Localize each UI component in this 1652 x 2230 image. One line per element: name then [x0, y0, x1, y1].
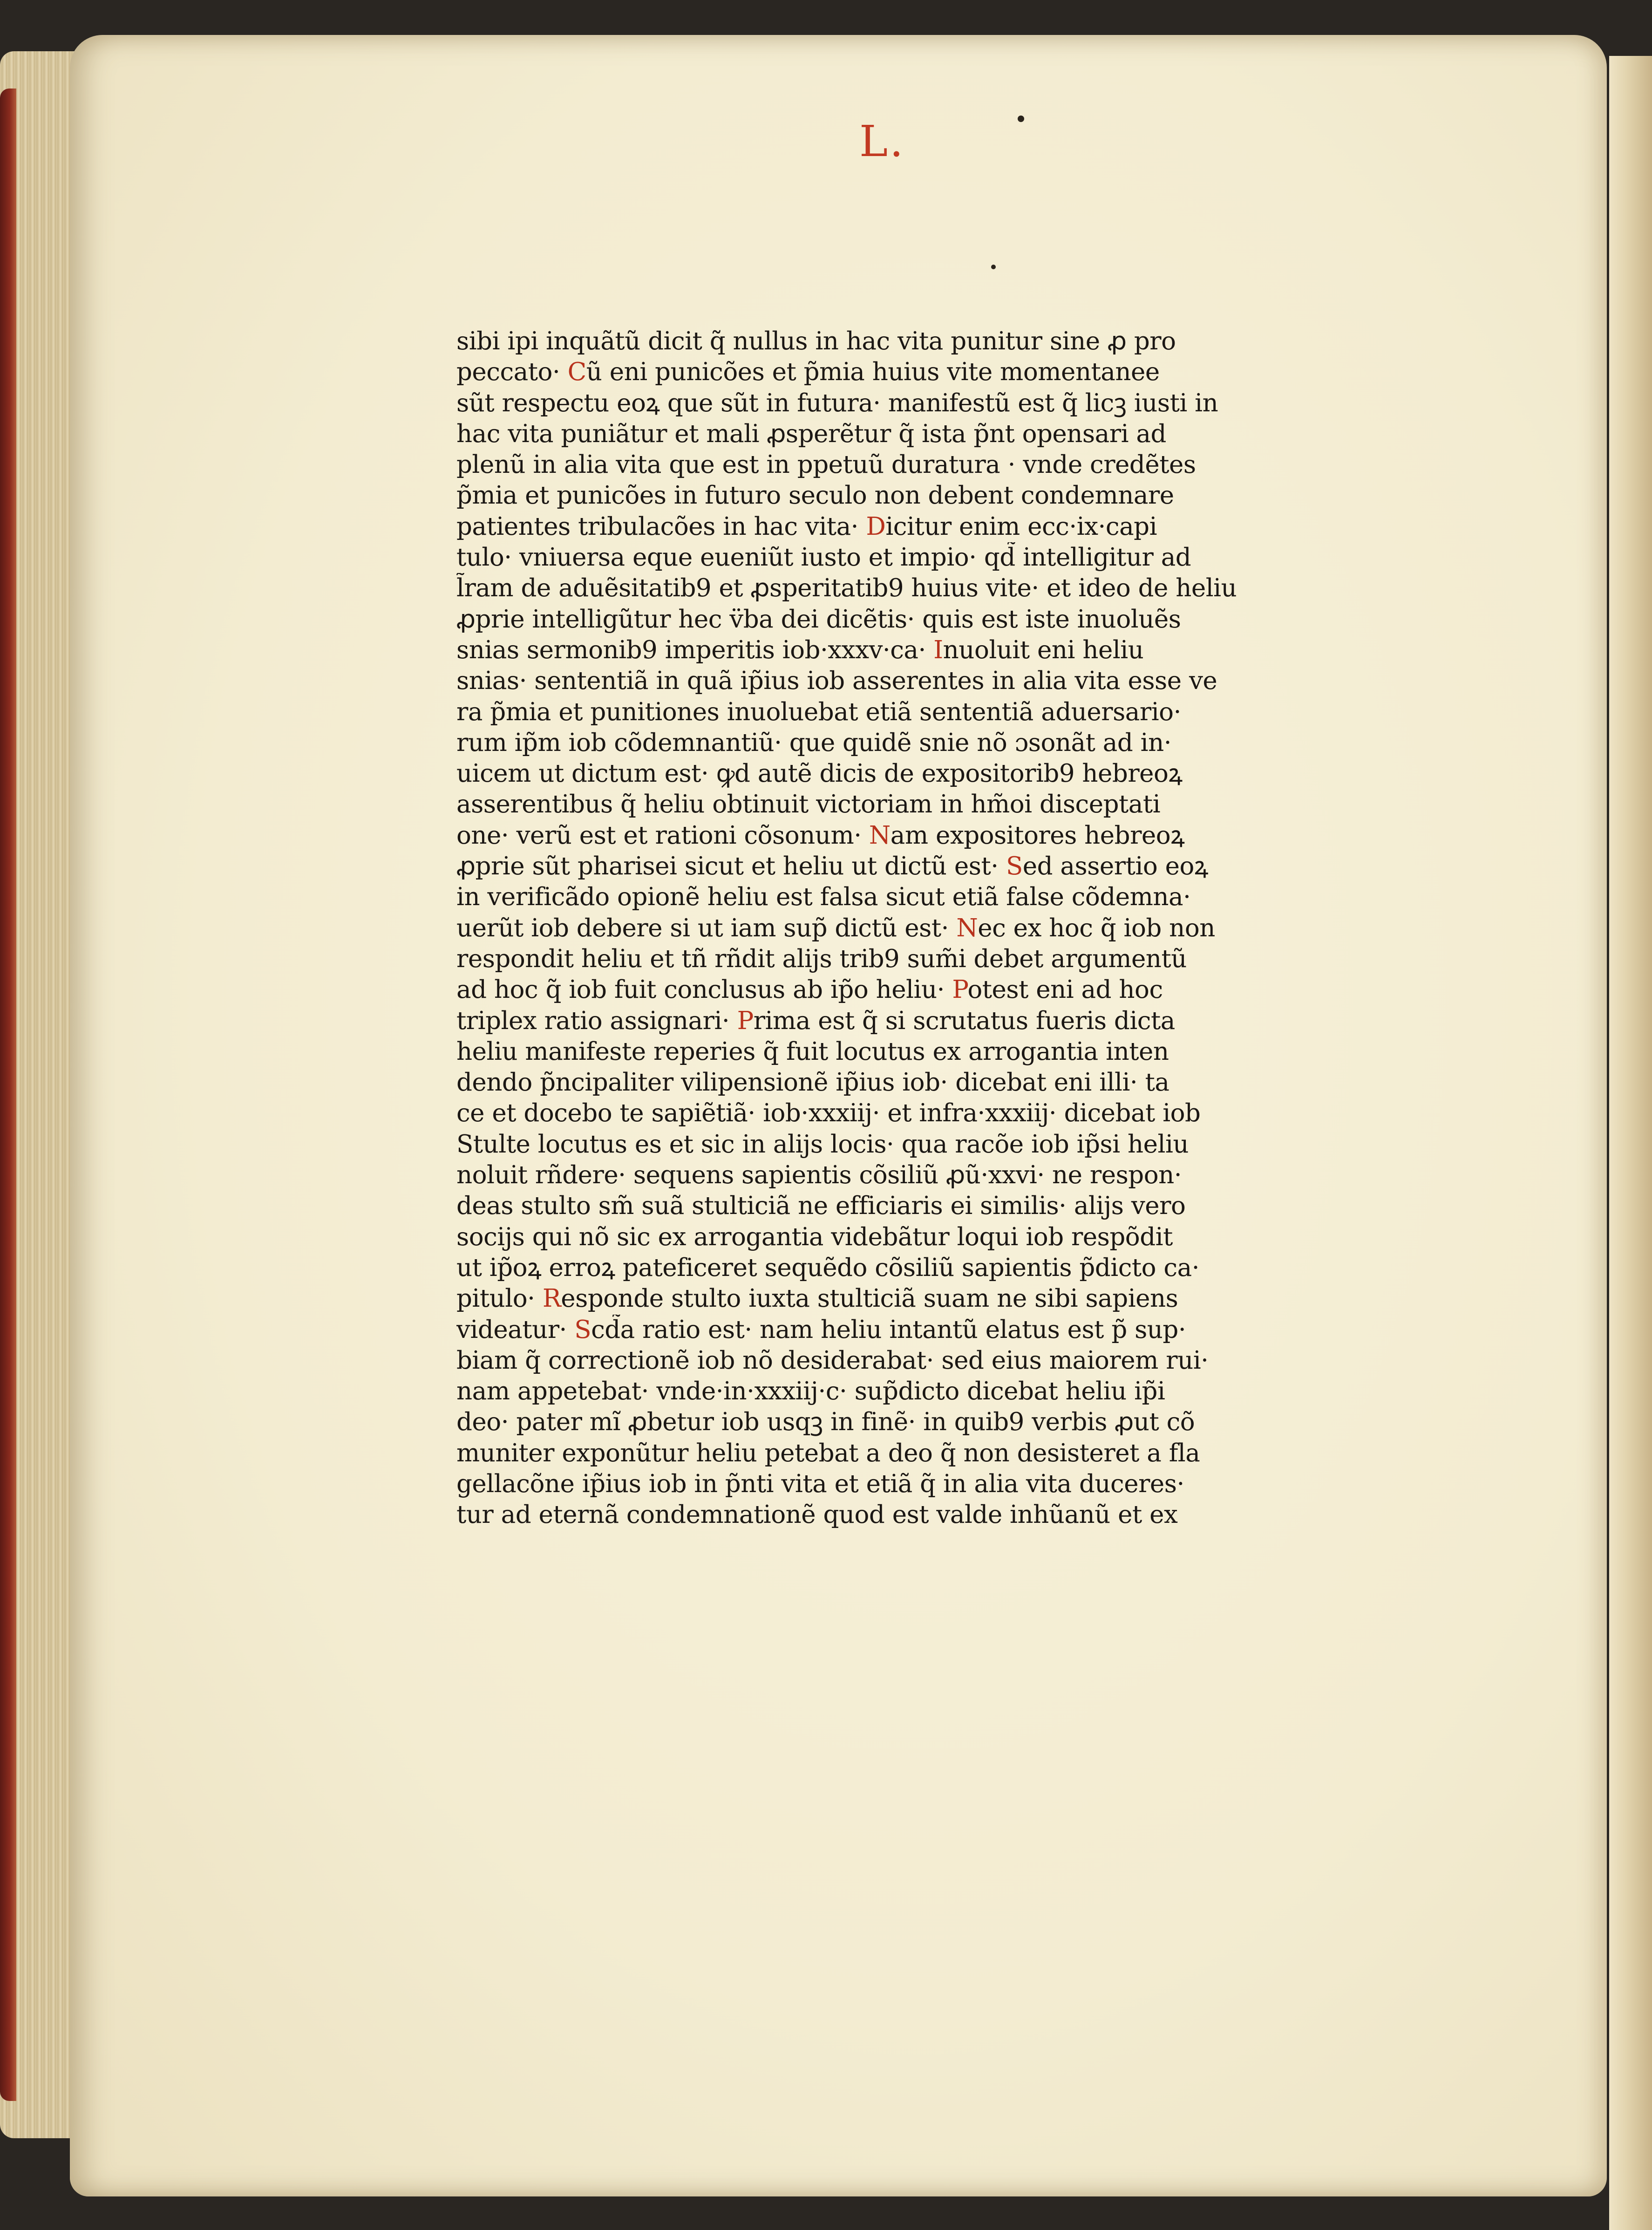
- text-line: nam appetebat· vnde·in·xxxiij·c· sup̃dicto dicebat heliu ip̃i: [456, 1377, 1165, 1406]
- text-line: l̃ram de aduẽsitatib9 et ꝓsperitatib9 huius vite· et ideo de heliu: [456, 574, 1237, 603]
- rubricated-initial: S: [574, 1315, 591, 1344]
- text-line: asserentibus q̃ heliu obtinuit victoriam in hm̃oi disceptati: [456, 790, 1161, 819]
- text-line: ra p̃mia et punitiones inuoluebat etiã sententiã aduersario·: [456, 697, 1181, 726]
- text-line: dendo p̃ncipaliter vilipensionẽ ip̃ius iob· dicebat eni illi· ta: [456, 1068, 1169, 1097]
- rubricated-initial: R: [542, 1284, 561, 1313]
- text-line: tur ad eternã condemnationẽ quod est valde inhũanũ et ex: [456, 1500, 1178, 1529]
- text-line: [456, 820, 1332, 851]
- text-block: [456, 326, 1332, 1531]
- text-line: snias· sententiã in quã ip̃ius iob asserentes in alia vita esse ve: [456, 667, 1217, 696]
- text-segment: patientes tribulacões in hac vita·: [456, 512, 866, 541]
- text-line: plenũ in alia vita que est in ppetuũ duratura · vnde credẽtes: [456, 450, 1196, 479]
- text-line: Stulte locutus es et sic in alijs locis· qua racõe iob ip̃si heliu: [456, 1130, 1189, 1159]
- text-line: respondit heliu et tñ rñdit alijs trib9 sum̃i debet argumentũ: [456, 944, 1187, 973]
- rubricated-initial: N: [956, 914, 978, 942]
- text-segment: ec ex hoc q̃ iob non: [978, 914, 1215, 942]
- text-segment: snias sermonib9 imperitis iob·xxxv·ca·: [456, 635, 934, 664]
- text-line: [456, 1283, 1332, 1314]
- text-line: ꝓprie intelligũtur hec v̈ba dei dicẽtis· quis est iste inuoluẽs: [456, 605, 1181, 634]
- text-line: socijs qui nõ sic ex arrogantia videbãtur loqui iob respõdit: [456, 1222, 1173, 1251]
- text-segment: nuoluit eni heliu: [943, 635, 1144, 664]
- text-line: [456, 357, 1332, 388]
- text-line: [456, 975, 1332, 1005]
- text-segment: icitur enim ecc·ix·capi: [885, 512, 1157, 541]
- text-segment: pitulo·: [456, 1284, 543, 1313]
- text-line: uicem ut dictum est· ꝙd autẽ dicis de expositorib9 hebreoꝝ: [456, 759, 1183, 788]
- rubricated-initial: I: [933, 635, 943, 664]
- ink-dot: [1018, 116, 1024, 122]
- rubricated-initial: C: [567, 358, 586, 387]
- rubricated-initial: D: [866, 512, 886, 541]
- red-edge-band: [0, 89, 16, 2101]
- text-segment: ad hoc q̃ iob fuit conclusus ab ip̃o heliu·: [456, 975, 952, 1004]
- text-segment: one· verũ est et rationi cõsonum·: [456, 821, 869, 850]
- rubricated-initial: S: [1006, 852, 1023, 881]
- text-line: gellacõne ip̃ius iob in p̃nti vita et etiã q̃ in alia vita duceres·: [456, 1469, 1184, 1498]
- text-line: p̃mia et punicões in futuro seculo non debent condemnare: [456, 481, 1174, 510]
- ink-dot: [991, 265, 996, 269]
- text-segment: peccato·: [456, 358, 568, 387]
- text-line: biam q̃ correctionẽ iob nõ desiderabat· sed eius maiorem rui·: [456, 1346, 1209, 1375]
- text-segment: am expositores hebreoꝝ: [890, 821, 1185, 850]
- text-segment: cd̃a ratio est· nam heliu intantũ elatus est p̃ sup·: [591, 1315, 1186, 1344]
- rubricated-initial: P: [737, 1006, 754, 1035]
- text-line: ut ip̃oꝝ erroꝝ pateficeret sequẽdo cõsiliũ sapientis p̃dicto ca·: [456, 1253, 1200, 1282]
- text-segment: ed assertio eoꝝ: [1022, 852, 1209, 881]
- text-line: sũt respectu eoꝝ que sũt in futura· manifestũ est q̃ licꝫ iusti in: [456, 389, 1218, 417]
- text-line: tulo· vniuersa eque eueniũt iusto et impio· qd̃ intelligitur ad: [456, 543, 1191, 572]
- text-line: [456, 635, 1332, 666]
- text-line: [456, 1315, 1332, 1345]
- rubricated-initial: P: [952, 975, 968, 1004]
- text-line: muniter exponũtur heliu petebat a deo q̃ non desisteret a fla: [456, 1439, 1200, 1467]
- text-line: deas stulto sm̃ suã stulticiã ne efficiaris ei similis· alijs vero: [456, 1192, 1186, 1221]
- text-segment: rima est q̃ si scrutatus fueris dicta: [753, 1006, 1175, 1035]
- text-segment: ꝓprie sũt pharisei sicut et heliu ut dictũ est·: [456, 852, 1006, 881]
- text-segment: otest eni ad hoc: [967, 975, 1163, 1004]
- folio-mark: L.: [859, 116, 905, 166]
- text-line: [456, 1006, 1332, 1037]
- text-line: heliu manifeste reperies q̃ fuit locutus ex arrogantia inten: [456, 1037, 1169, 1066]
- text-line: [456, 913, 1332, 944]
- text-line: ce et docebo te sapiẽtiã· iob·xxxiij· et infra·xxxiij· dicebat iob: [456, 1099, 1201, 1128]
- text-line: [456, 851, 1332, 882]
- text-segment: videatur·: [456, 1315, 575, 1344]
- text-line: noluit rñdere· sequens sapientis cõsiliũ ꝓũ·xxvi· ne respon·: [456, 1161, 1182, 1190]
- text-segment: triplex ratio assignari·: [456, 1006, 737, 1035]
- text-line: deo· pater mĩ ꝓbetur iob usqꝫ in finẽ· in quib9 verbis ꝓut cõ: [456, 1408, 1195, 1437]
- text-segment: esponde stulto iuxta stulticiã suam ne sibi sapiens: [561, 1284, 1178, 1313]
- text-line: hac vita puniãtur et mali ꝓsperẽtur q̃ ista p̃nt opensari ad: [456, 419, 1166, 448]
- rubricated-initial: N: [869, 821, 891, 850]
- text-line: rum ip̃m iob cõdemnantiũ· que quidẽ snie nõ ɔsonãt ad in·: [456, 728, 1172, 757]
- text-line: in verificãdo opionẽ heliu est falsa sicut etiã false cõdemna·: [456, 883, 1191, 912]
- facing-page-edge: [1609, 56, 1652, 2230]
- text-line: sibi ipi inquãtũ dicit q̃ nullus in hac vita punitur sine ꝓ pro: [456, 327, 1176, 355]
- text-line: [456, 511, 1332, 542]
- text-segment: ũ eni punicões et p̃mia huius vite momentanee: [586, 358, 1160, 387]
- text-segment: uerũt iob debere si ut iam sup̃ dictũ est·: [456, 914, 957, 942]
